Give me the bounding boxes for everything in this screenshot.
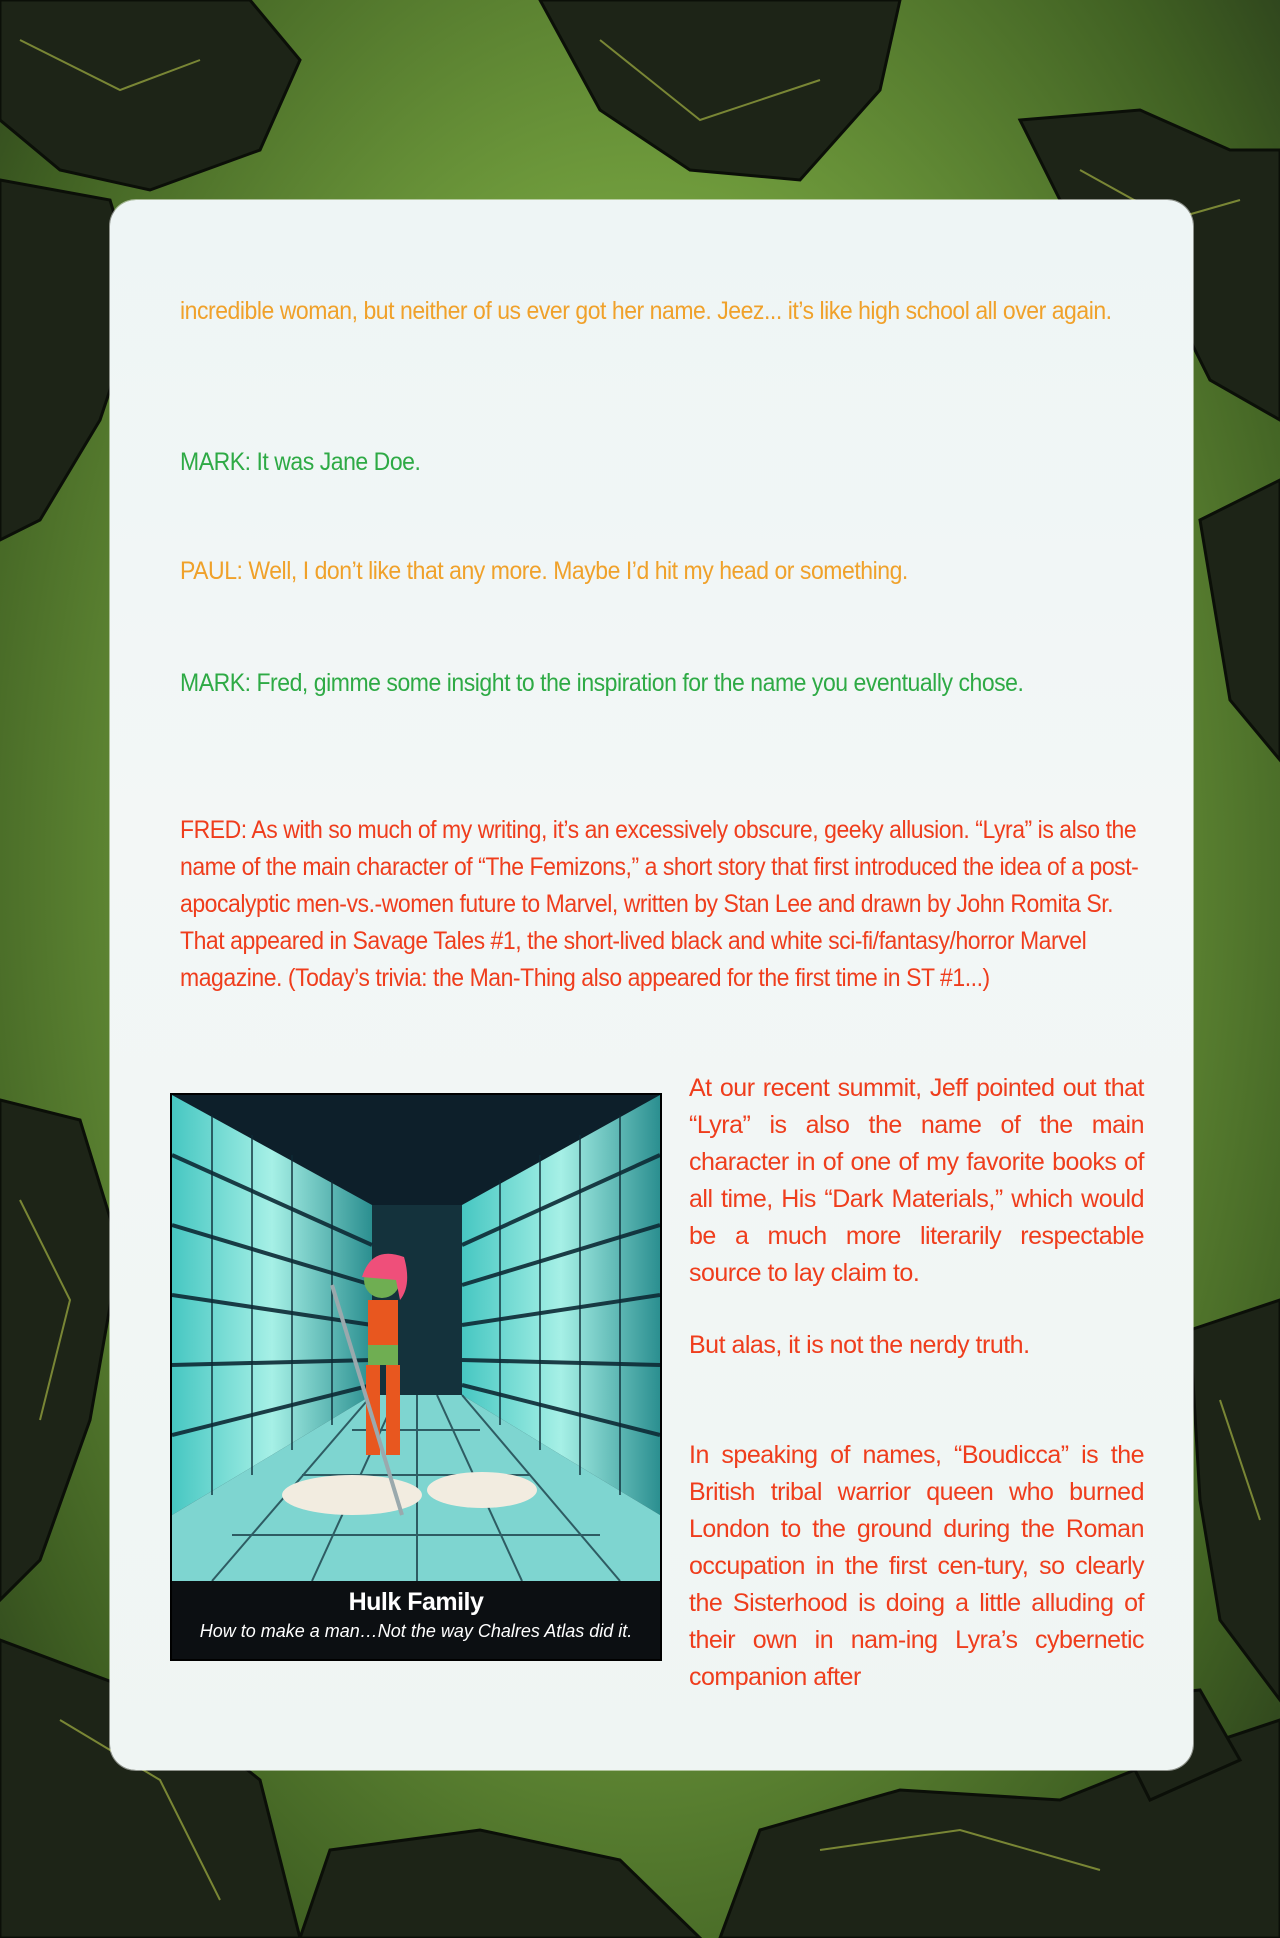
paragraph-mark-2: MARK: Fred, gimme some insight to the inspiration for the name you eventually chose. <box>180 669 1024 697</box>
paragraph-mark-1: MARK: It was Jane Doe. <box>180 448 421 476</box>
side-paragraph-boudicca: In speaking of names, “Boudicca” is the British tribal warrior queen who burned London to the ground during the Roman occupation in the first cen-tury, so clearly the Sisterhood is doing a little alluding of their own in nam-ing Lyra’s cybernetic companion after <box>689 1441 1144 1691</box>
paragraph-paul: PAUL: Well, I don’t like that any more. Maybe I’d hit my head or something. <box>180 557 908 585</box>
caption-subtitle: How to make a man…Not the way Chalres Atlas did it. <box>199 1621 633 1641</box>
illustration-art <box>172 1095 660 1581</box>
caption-title: Hulk Family <box>348 1588 484 1616</box>
side-paragraph-summit: At our recent summit, Jeff pointed out that “Lyra” is also the name of the main character in of one of my favorite books of all time, His “Dark Materials,” which would be a much more literarily respectable source to lay claim to. <box>689 1074 1144 1287</box>
side-paragraph-alas: But alas, it is not the nerdy truth. <box>689 1331 1030 1359</box>
paragraph-fred: FRED: As with so much of my writing, it’s an excessively obscure, geeky allusion. “Lyra” is also the name of the main character of “The Femizons,” a short story that first introduced the idea of a post-apocalyptic men-vs.-women future to Marvel, written by Stan Lee and drawn by John Romita Sr. That appeared in Savage Tales #1, the short-lived black and white sci-fi/fantasy/horror Marvel magazine. (Today’s trivia: the Man-Thing also appeared for the first time in ST #1...) <box>180 816 1139 992</box>
paragraph-intro: incredible woman, but neither of us ever got her name. Jeez... it’s like high school all over again. <box>180 297 1112 325</box>
comic-illustration <box>170 1093 662 1661</box>
